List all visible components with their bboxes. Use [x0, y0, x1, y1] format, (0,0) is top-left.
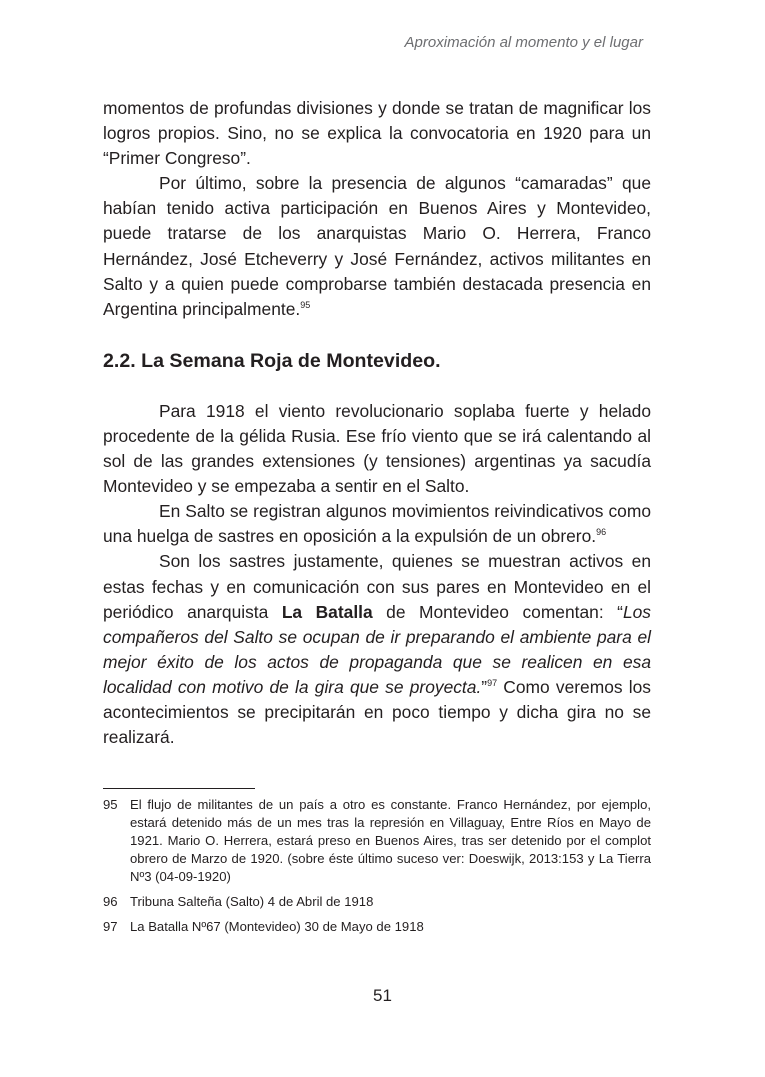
paragraph-text: Para 1918 el viento revolucionario soplaba fuerte y helado procedente de la gélida Rusia. Ese frío viento que se irá calentando al sol de las grandes extensiones (y tensiones) argentinas ya sacudía Montevideo y se empezaba a sentir en el Salto.: [103, 400, 651, 497]
paragraph-text: Por último, sobre la presencia de algunos “camaradas” que habían tenido activa participación en Buenos Aires y Montevideo, puede tratarse de los anarquistas Mario O. Herrera, Franco Hernández, José Etcheverry y José Fernández, activos militantes en Salto y a quien puede comprobarse también destacada presencia en Argentina principalmente.: [103, 173, 651, 319]
body-text: [103, 96, 651, 750]
paragraph-continuation: [103, 96, 651, 171]
paragraph-text: momentos de profundas divisiones y donde se tratan de magnificar los logros propios. Sino, no se explica la convocatoria en 1920 para un “Primer Congreso”.: [103, 98, 651, 169]
footnote-number: 96: [103, 894, 118, 909]
quotation: Los compañeros del Salto se ocupan de ir preparando el ambiente para el mejor éxito de los actos de propaganda que se realicen en esa localidad con motivo de la gira que se proyecta.: [103, 601, 652, 697]
paragraph-sastres: [103, 549, 651, 750]
paragraph-viento: [103, 399, 651, 499]
running-head: Aproximación al momento y el lugar: [404, 34, 643, 51]
paragraph-huelga: [103, 499, 651, 549]
footnote-text: Tribuna Salteña (Salto) 4 de Abril de 1918: [130, 894, 374, 909]
newspaper-title: La Batalla: [281, 601, 373, 622]
footnote-separator: [103, 788, 255, 789]
paragraph-text: Son los sastres justamente, quienes se muestran activos en estas fechas y en comunicación con sus pares en Montevideo en el periódico anarquista: [103, 551, 651, 622]
section-heading: 2.2. La Semana Roja de Montevideo.: [103, 349, 441, 372]
footnotes: [103, 796, 651, 943]
page-number: 51: [373, 986, 392, 1005]
footnote-ref-96[interactable]: 96: [596, 527, 607, 538]
footnote-number: 95: [103, 797, 118, 812]
footnote-ref-97[interactable]: 97: [487, 678, 498, 689]
paragraph-text: En Salto se registran algunos movimientos reivindicativos como una huelga de sastres en oposición a la expulsión de un obrero.: [103, 501, 651, 547]
footnote-text: La Batalla Nº67 (Montevideo) 30 de Mayo de 1918: [130, 919, 424, 934]
footnote-97: [103, 918, 651, 936]
footnote-text: El flujo de militantes de un país a otro es constante. Franco Hernández, por ejemplo, estará detenido más de un mes tras la represión en Villaguay, Entre Ríos en Mayo de 1921. Mario O. Herrera, estará preso en Buenos Aires, tras ser detenido por el complot obrero de Marzo de 1920. (sobre éste último suceso ver: Doeswijk, 2013:153 y La Tierra Nº3 (04-09-1920): [130, 797, 651, 884]
paragraph-camaradas: [103, 171, 651, 322]
footnote-ref-95[interactable]: 95: [300, 299, 311, 310]
footnote-number: 97: [103, 919, 118, 934]
footnote-95: [103, 796, 651, 886]
closing-quote: ”: [481, 676, 488, 697]
footnote-96: [103, 893, 651, 911]
paragraph-text: Como veremos los acontecimientos se precipitarán en poco tiempo y dicha gira no se realizará.: [103, 676, 651, 748]
paragraph-text: de Montevideo comentan: “: [372, 601, 623, 622]
